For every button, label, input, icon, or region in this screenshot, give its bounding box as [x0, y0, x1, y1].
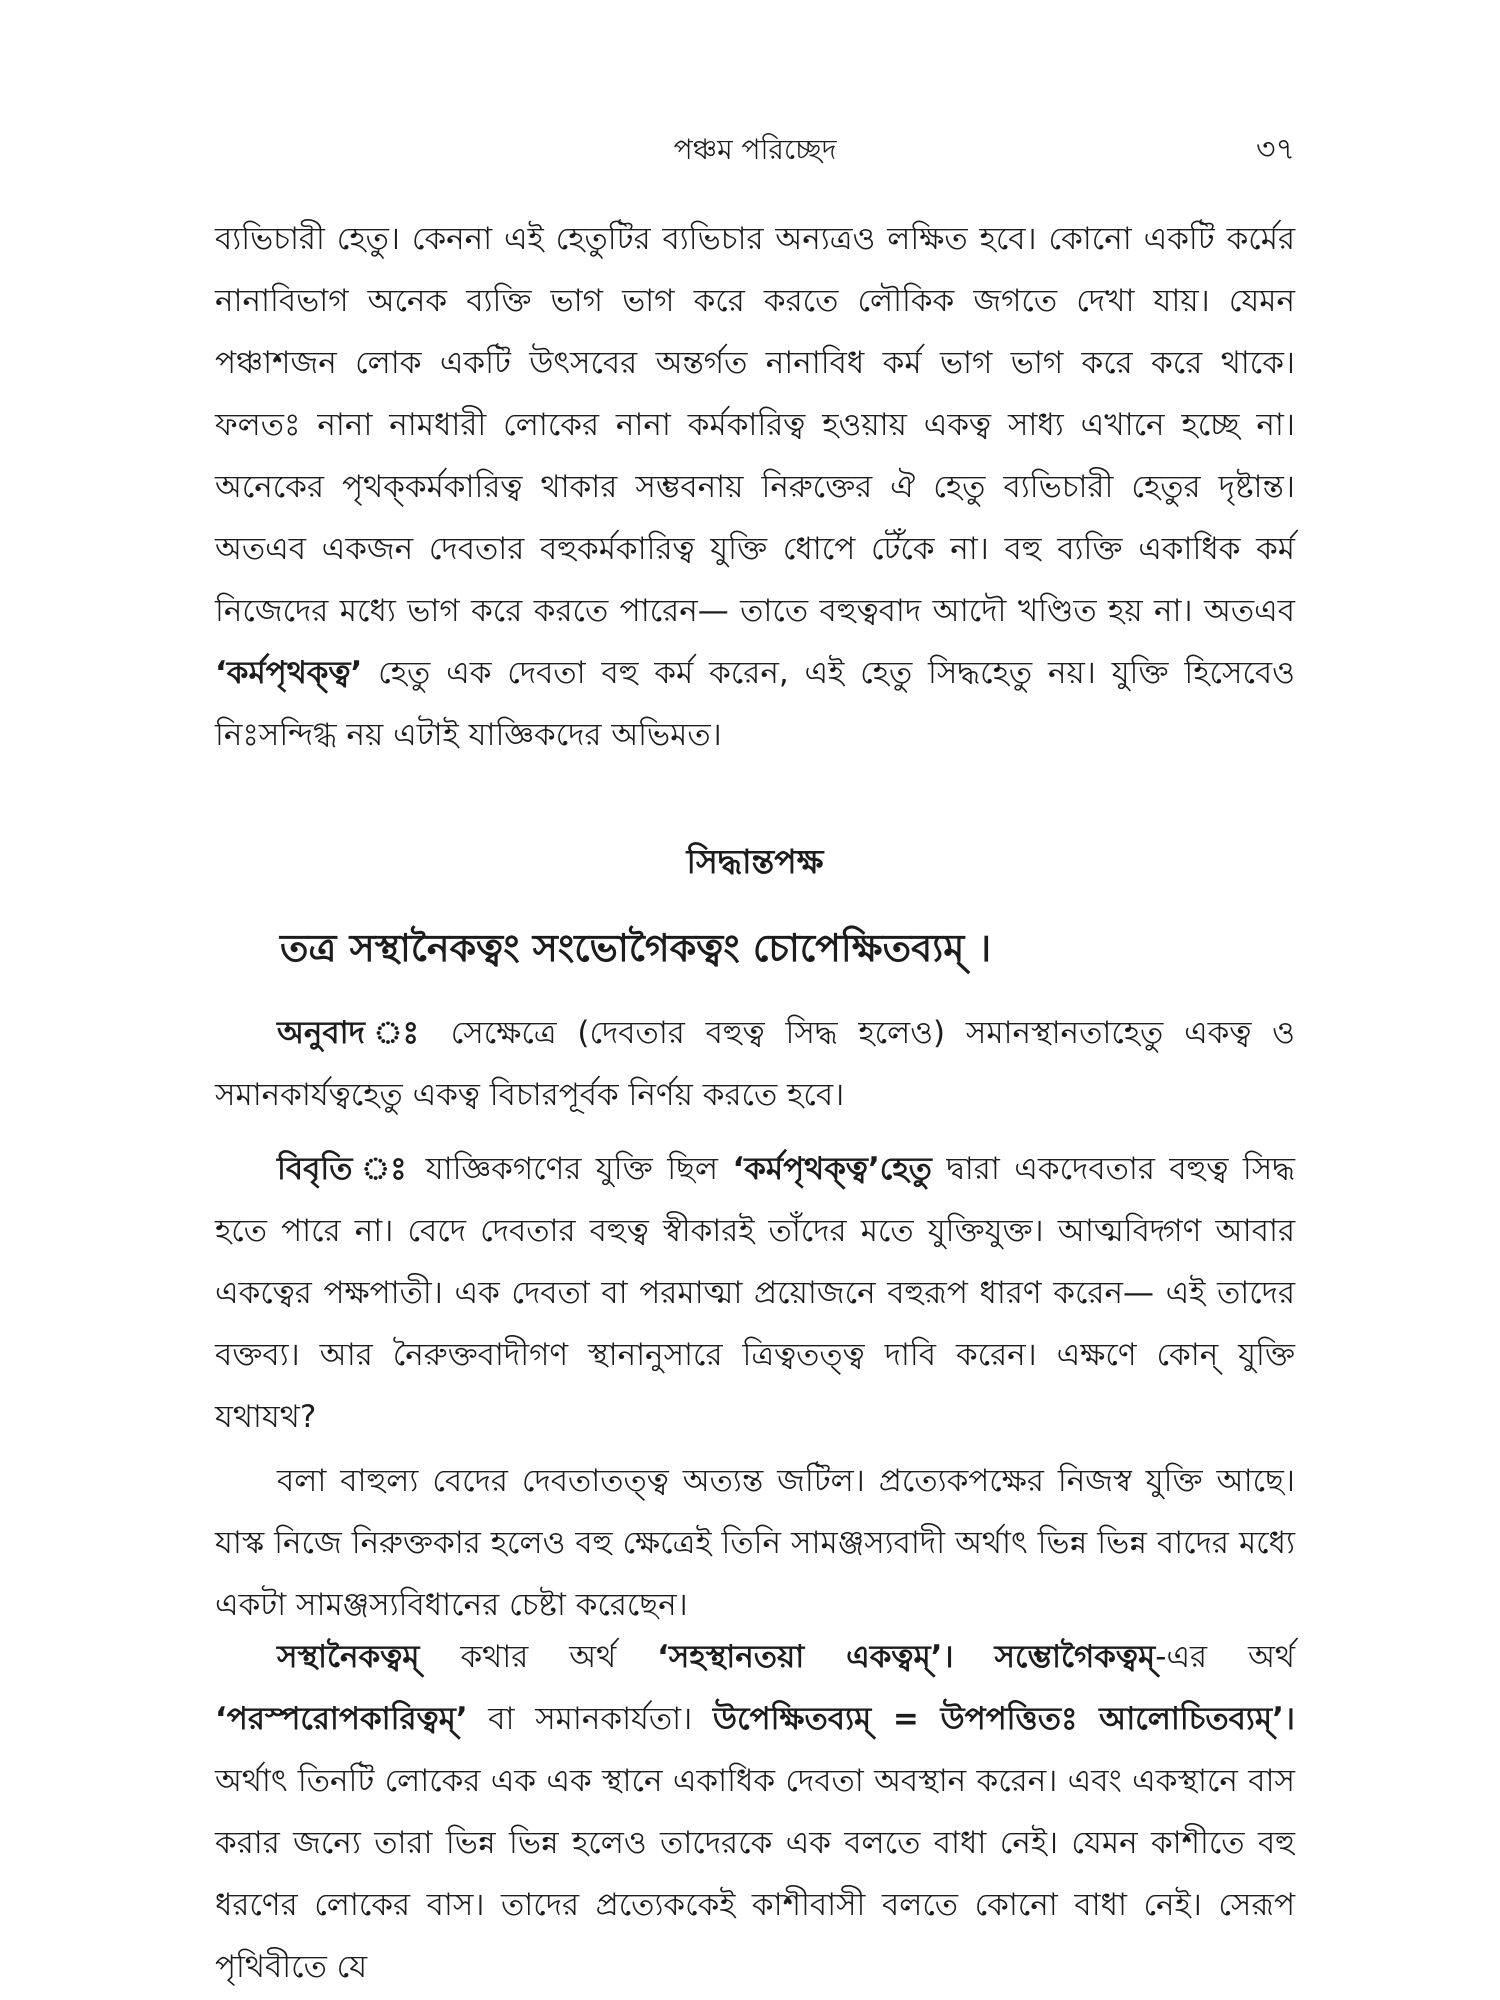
commentary-text-b: দ্বারা একদেবতার বহুত্ব সিদ্ধ হতে পারে না। বেদে দেবতার বহুত্ব স্বীকারই তাঁদের মতে যুক্তিযুক্ত। আত্মবিদ্গণ আবার একত্বের পক্ষপাতী। এক দেবতা বা পরমাত্মা প্রয়োজনে বহুরূপ ধারণ করেন— এই তাদের বক্তব্য। আর নৈরুক্তবাদীগণ স্থানানুসারে ত্রিত্বতত্ত্ব দাবি করেন। এক্ষণে কোন্ যুক্তি যথাযথ? [215, 1151, 1296, 1435]
commentary-paragraph [215, 1138, 1295, 1448]
translation-label: অনুবাদ ঃ [277, 1015, 430, 1051]
sutra-verse [280, 920, 1295, 976]
section-heading-text: সিদ্ধান্তপক্ষ [686, 842, 824, 881]
paragraph-4-text: বলা বাহুল্য বেদের দেবতাতত্ত্ব অত্যন্ত জটিল। প্রত্যেকপক্ষের নিজস্ব যুক্তি আছে। যাস্ক নিজে নিরুক্তকার হলেও বহু ক্ষেত্রেই তিনি সামঞ্জস্যবাদী অর্থাৎ ভিন্ন ভিন্ন বাদের মধ্যে একটা সামঞ্জস্যবিধানের চেষ্টা করেছেন। [215, 1463, 1295, 1623]
term-sambhogaikatvam: সম্ভোগৈকত্বম্ [994, 1639, 1156, 1675]
term-sahasthanataya: ‘সহস্থানতয়া একত্বম্’। [657, 1639, 954, 1675]
section-heading [215, 836, 1295, 888]
paragraph-5-text-3: বা সমানকার্যতা। [488, 1701, 693, 1737]
paragraph-1-bold-term: ‘কর্মপৃথক্‌ত্ব’ [215, 655, 363, 691]
chapter-title: পঞ্চম পরিচ্ছেদ [673, 133, 837, 166]
paragraph-4 [215, 1450, 1295, 1636]
commentary-bold-term: ‘কর্মপৃথক্‌ত্ব’হেতু [732, 1151, 932, 1187]
term-sasthanaikatvam: সস্থানৈকত্বম্ [277, 1639, 420, 1675]
paragraph-1-tail: হেতু এক দেবতা বহু কর্ম করেন, এই হেতু সিদ্ধহেতু নয়। যুক্তি হিসেবেও নিঃসন্দিগ্ধ নয় এটাই যাজ্ঞিকদের অভিমত। [215, 655, 1295, 753]
translation-text: সেক্ষেত্রে (দেবতার বহুত্ব সিদ্ধ হলেও) সমানস্থানতাহেতু একত্ব ও সমানকার্যত্বহেতু একত্ব বিচারপূর্বক নির্ণয় করতে হবে। [215, 1015, 1295, 1113]
paragraph-1-text: ব্যভিচারী হেতু। কেননা এই হেতুটির ব্যভিচার অন্যত্রও লক্ষিত হবে। কোনো একটি কর্মের নানাবিভাগ অনেক ব্যক্তি ভাগ ভাগ করে করতে লৌকিক জগতে দেখা যায়। যেমন পঞ্চাশজন লোক একটি উৎসবের অন্তর্গত নানাবিধ কর্ম ভাগ ভাগ করে করে থাকে। ফলতঃ নানা নামধারী লোকের নানা কর্মকারিত্ব হওয়ায় একত্ব সাধ্য এখানে হচ্ছে না। অনেকের পৃথক্‌কর্মকারিত্ব থাকার সম্ভবনায় নিরুক্তের ঐ হেতু ব্যভিচারী হেতুর দৃষ্টান্ত। অতএব একজন দেবতার বহুকর্মকারিত্ব যুক্তি ধোপে টেঁকে না। বহু ব্যক্তি একাধিক কর্ম নিজেদের মধ্যে ভাগ করে করতে পারেন— তাতে বহুত্ববাদ আদৌ খণ্ডিত হয় না। অতএব [215, 221, 1295, 629]
sutra-text: তত্র সস্থানৈকত্বং সংভোগৈকত্বং চোপেক্ষিতব্যম্ । [280, 926, 992, 970]
paragraph-5-text-4: অর্থাৎ তিনটি লোকের এক এক স্থানে একাধিক দেবতা অবস্থান করেন। এবং একস্থানে বাস করার জন্যে তারা ভিন্ন ভিন্ন হলেও তাদেরকে এক বলতে বাধা নেই। যেমন কাশীতে বহু ধরণের লোকের বাস। তাদের প্রত্যেককেই কাশীবাসী বলতে কোনো বাধা নেই। সেরূপ পৃথিবীতে যে [215, 1763, 1295, 1985]
page-number: ৩৭ [1255, 132, 1295, 167]
term-upekshitavyam: উপেক্ষিতব্যম্ = উপপত্তিতঃ আলোচিতব্যম্’। [712, 1701, 1295, 1737]
term-parasparopakaritvam: ‘পরস্পরোপকারিত্বম্’ [215, 1701, 468, 1737]
paragraph-5-text-1: কথার অর্থ [460, 1639, 617, 1675]
paragraph-1 [215, 208, 1295, 766]
paragraph-5 [215, 1626, 1295, 1998]
paragraph-5-text-2: -এর অর্থ [1155, 1639, 1295, 1675]
commentary-text-a: যাজ্ঞিকগণের যুক্তি ছিল [425, 1151, 718, 1187]
running-head [215, 128, 1295, 172]
commentary-label: বিবৃতি ঃ [277, 1151, 412, 1187]
translation-paragraph [215, 1002, 1295, 1126]
